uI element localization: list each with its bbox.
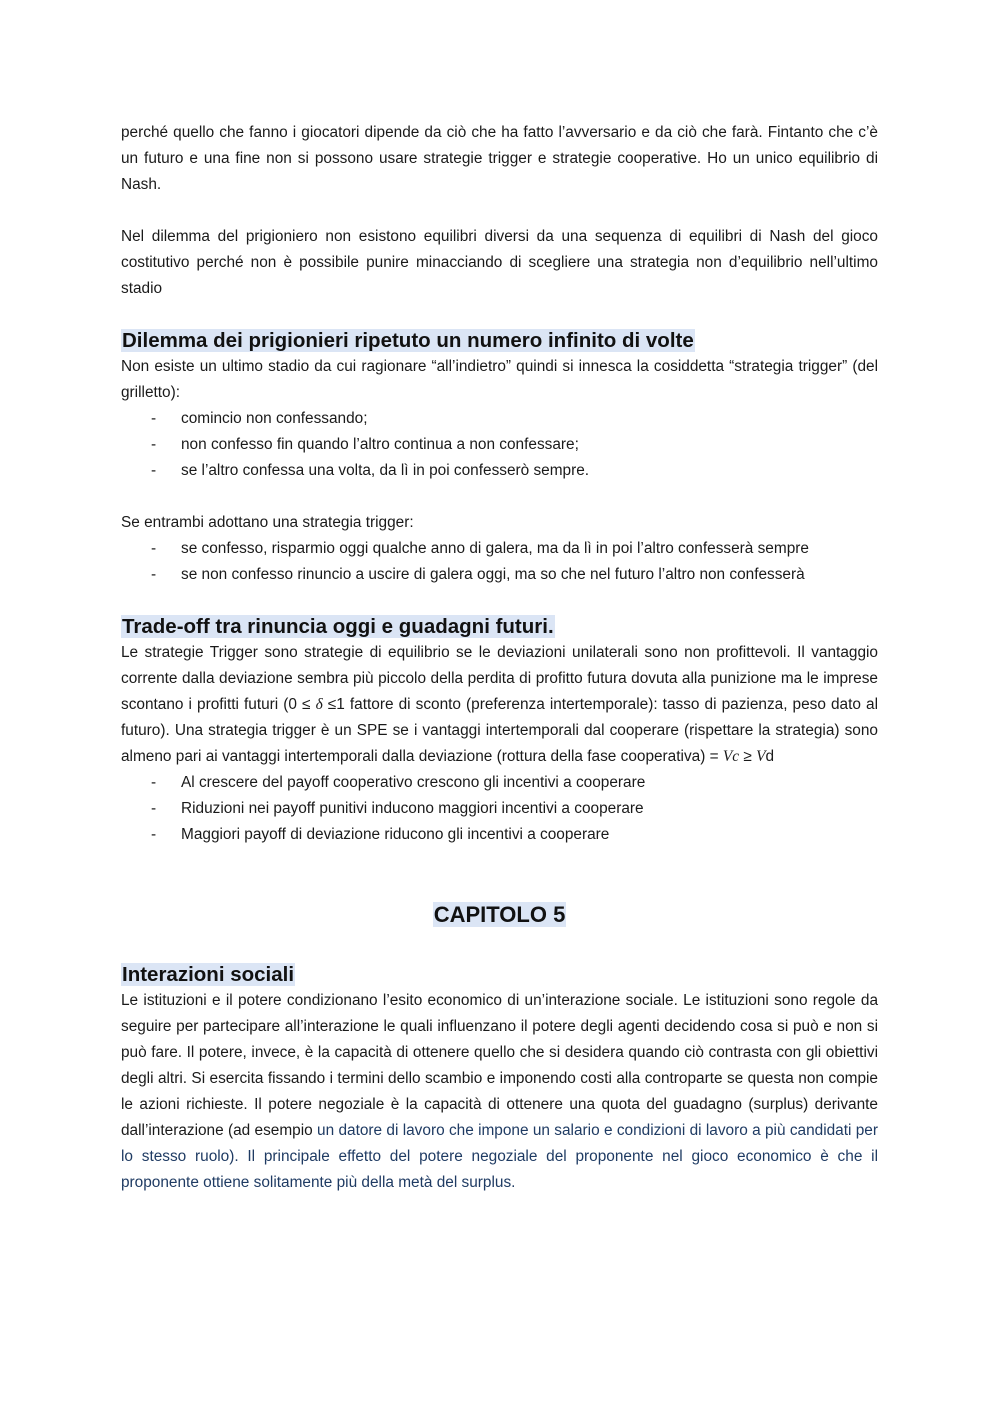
both-trigger-list (121, 536, 878, 588)
paragraph-trigger-intro: Non esiste un ultimo stadio da cui ragionare “all’indietro” quindi si innesca la cosiddetta “strategia trigger” (del grilletto): (121, 358, 878, 401)
list-item: - Al crescere del payoff cooperativo crescono gli incentivi a cooperare (121, 770, 878, 796)
dash-bullet: - (151, 774, 157, 791)
paragraph-trigger-equilibrium: Le strategie Trigger sono strategie di equilibrio se le deviazioni unilaterali sono non profittevoli. Il vantaggio corrente dalla deviazione sembra più piccolo della perdita di profitto futura dovuta alla punizione ma le imprese scontano i profitti futuri (0 ≤ δ ≤1 fattore di sconto (preferenza intertemporale): tasso di pazienza, peso dato al futuro). Una strategia trigger è un SPE se i vantaggi intertemporali dal cooperare (rispettare la strategia) sono almeno pari ai vantaggi intertemporali dalla deviazione (rottura della fase cooperativa) = Vc ≥ Vd (121, 644, 878, 765)
delta-symbol: δ (315, 696, 323, 713)
dash-bullet: - (151, 462, 157, 479)
list-item: - non confesso fin quando l’altro continua a non confessare; (121, 432, 878, 458)
vc-symbol: Vc (722, 748, 740, 765)
list-item: - se non confesso rinuncio a uscire di galera oggi, ma so che nel futuro l’altro non confesserà (121, 562, 878, 588)
paragraph-nash-finite: perché quello che fanno i giocatori dipende da ciò che ha fatto l’avversario e da ciò che farà. Fintanto che c’è un futuro e una fine non si possono usare strategie trigger e strategie cooperative. Ho un unico equilibrio di Nash. (121, 124, 878, 193)
list-item: - se confesso, risparmio oggi qualche anno di galera, ma da lì in poi l’altro confesserà sempre (121, 536, 878, 562)
document-page (121, 120, 878, 1196)
heading-infinite-repetition: Dilemma dei prigionieri ripetuto un numero infinito di volte (122, 329, 694, 352)
dash-bullet: - (151, 566, 157, 583)
list-item: - se l’altro confessa una volta, da lì in poi confesserò sempre. (121, 458, 878, 484)
dash-bullet: - (151, 540, 157, 557)
chapter-title: CAPITOLO 5 (433, 902, 566, 927)
trigger-strategy-list (121, 406, 878, 484)
paragraph-prisoner-dilemma: Nel dilemma del prigioniero non esistono equilibri diversi da una sequenza di equilibri di Nash del gioco costitutivo perché non è possibile punire minacciando di scegliere una strategia non d’equilibrio nell’ultimo stadio (121, 228, 878, 297)
paragraph-both-trigger: Se entrambi adottano una strategia trigger: (121, 514, 414, 531)
dash-bullet: - (151, 410, 157, 427)
incentives-list (121, 770, 878, 848)
v-symbol: V (756, 748, 766, 765)
dash-bullet: - (151, 826, 157, 843)
list-item: - comincio non confessando; (121, 406, 878, 432)
list-item: - Maggiori payoff di deviazione riducono gli incentivi a cooperare (121, 822, 878, 848)
heading-social-interactions: Interazioni sociali (122, 963, 295, 986)
paragraph-institutions-power: Le istituzioni e il potere condizionano l’esito economico di un’interazione sociale. Le istituzioni sono regole da seguire per partecipare all’interazione le quali influenzano il potere degli agenti decidendo cosa si può e non si può fare. Il potere, invece, è la capacità di ottenere quello che si desidera quando ciò contrasta con gli obiettivi degli altri. Si esercita fissando i termini dello scambio e imponendo costi alla controparte se questa non compie le azioni richieste. Il potere negoziale è la capacità di ottenere una quota del guadagno (surplus) derivante dall’interazione (ad esempio un datore di lavoro che impone un salario e condizioni di lavoro a più candidati per lo stesso ruolo). Il principale effetto del potere negoziale del proponente nel gioco economico è che il proponente ottiene solitamente più della metà del surplus. (121, 992, 878, 1191)
dash-bullet: - (151, 436, 157, 453)
list-item: - Riduzioni nei payoff punitivi inducono maggiori incentivi a cooperare (121, 796, 878, 822)
dash-bullet: - (151, 800, 157, 817)
heading-trade-off: Trade-off tra rinuncia oggi e guadagni futuri. (122, 615, 554, 638)
